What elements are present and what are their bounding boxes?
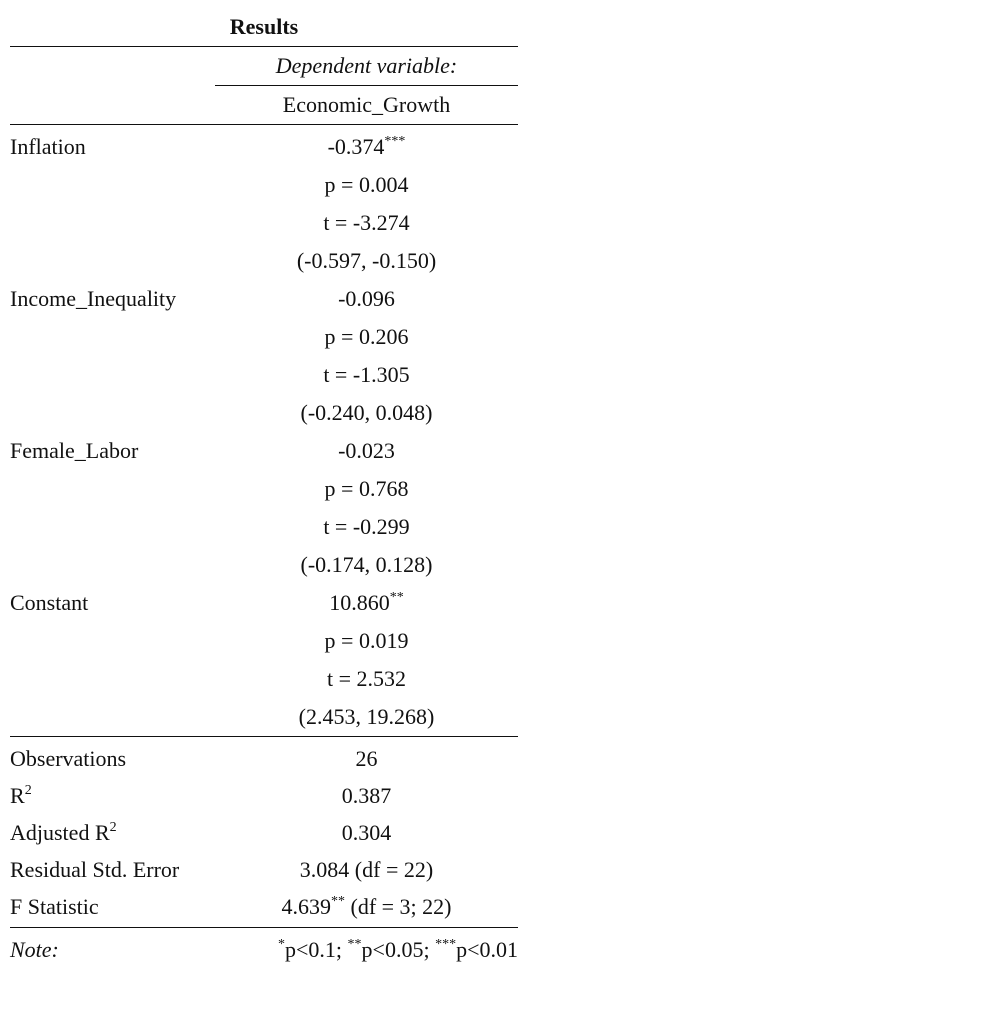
adjusted-r-squared-superscript: 2 [109,820,117,835]
coefficient-value: -0.096 [338,286,395,311]
coefficient-line [10,508,518,546]
confidence-interval: (2.453, 19.268) [298,704,435,729]
variable-name: Female_Labor [10,438,139,463]
variable-name: Income_Inequality [10,286,177,311]
r-squared-superscript: 2 [24,783,32,798]
dependent-variable-header-row [10,47,518,85]
f-statistic-df: (df = 3; 22) [345,894,452,919]
stats-top-rule [10,736,518,737]
residual-std-error-value: 3.084 (df = 22) [299,857,434,882]
coefficient-line [10,242,518,280]
p-value: p = 0.768 [324,476,409,501]
p-value: p = 0.206 [324,324,409,349]
t-statistic: t = -0.299 [323,514,410,539]
variable-name: Constant [10,590,89,615]
confidence-interval: (-0.174, 0.128) [300,552,433,577]
header-bottom-rule [10,124,518,125]
confidence-interval: (-0.597, -0.150) [296,248,437,273]
coefficient-line [10,660,518,698]
adjusted-r-squared-label: Adjusted R [10,820,110,845]
coefficient-line [10,432,518,470]
coefficient-value: -0.023 [338,438,395,463]
residual-std-error-row [10,851,518,888]
residual-std-error-label: Residual Std. Error [10,857,180,882]
note-row [10,931,518,969]
coefficient-line [10,622,518,660]
significance-stars: ** [389,590,404,605]
coefficient-line [10,318,518,356]
coefficient-line [10,280,518,318]
coefficient-block [10,432,518,584]
coefficient-line [10,166,518,204]
f-statistic-label: F Statistic [10,894,99,919]
confidence-interval: (-0.240, 0.048) [300,400,433,425]
coefficient-line [10,356,518,394]
note-top-rule [10,927,518,928]
t-statistic: t = -3.274 [323,210,410,235]
observations-row [10,740,518,777]
regression-results-table [10,8,518,969]
table-title: Results [229,14,299,39]
significance-stars: *** [384,134,406,149]
note-label: Note: [10,937,59,962]
variable-name: Inflation [10,134,86,159]
coefficient-line [10,394,518,432]
p-value: p = 0.004 [324,172,409,197]
coefficient-value: -0.374 [327,134,385,159]
r-squared-label: R [10,783,25,808]
f-statistic-row [10,888,518,925]
coefficient-section [10,128,518,736]
coefficient-block [10,584,518,736]
coefficient-line [10,128,518,166]
t-statistic: t = 2.532 [326,666,407,691]
coefficient-line [10,584,518,622]
observations-value: 26 [355,746,378,771]
r-squared-value: 0.387 [341,783,392,808]
coefficient-line [10,698,518,736]
statistics-section [10,740,518,925]
dependent-variable-name: Economic_Growth [282,92,451,117]
coefficient-value: 10.860 [329,590,390,615]
coefficient-block [10,128,518,280]
observations-label: Observations [10,746,127,771]
p-value: p = 0.019 [324,628,409,653]
coefficient-block [10,280,518,432]
adjusted-r-squared-row [10,814,518,851]
note-text: *p<0.1; **p<0.05; ***p<0.01 [278,937,518,962]
f-statistic-value: 4.639 [281,894,331,919]
t-statistic: t = -1.305 [323,362,410,387]
f-statistic-stars: ** [331,894,345,909]
r-squared-row [10,777,518,814]
dependent-variable-row [10,86,518,124]
coefficient-line [10,204,518,242]
adjusted-r-squared-value: 0.304 [341,820,392,845]
dependent-variable-label: Dependent variable: [275,53,458,78]
coefficient-line [10,546,518,584]
coefficient-line [10,470,518,508]
